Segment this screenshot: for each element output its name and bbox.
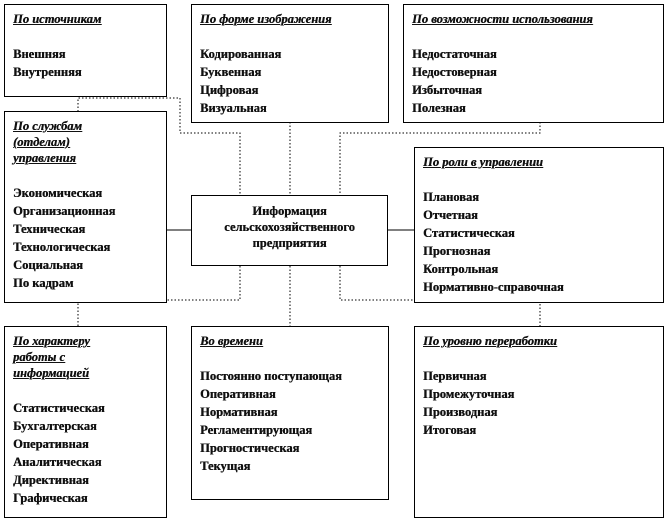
list-item: Нормативная bbox=[200, 405, 278, 419]
box-sources-title: По источникам bbox=[13, 12, 102, 26]
box-time-list bbox=[200, 367, 380, 475]
box-usability-list bbox=[412, 45, 655, 117]
box-time-title: Во времени bbox=[200, 334, 263, 348]
list-item: Цифровая bbox=[200, 83, 259, 97]
list-item: Плановая bbox=[423, 190, 479, 204]
list-item: Нормативно-справочная bbox=[423, 280, 564, 294]
list-item: Прогностическая bbox=[200, 441, 300, 455]
box-role bbox=[414, 147, 664, 303]
list-item: Регламентирующая bbox=[200, 423, 313, 437]
list-item: Экономическая bbox=[13, 186, 103, 200]
list-item: Визуальная bbox=[200, 101, 267, 115]
box-sources-list bbox=[13, 45, 158, 81]
center-title-line: Информация bbox=[252, 204, 327, 218]
center-title-line: сельскохозяйственного bbox=[224, 220, 355, 234]
list-item: Техническая bbox=[13, 222, 86, 236]
list-item: Текущая bbox=[200, 459, 251, 473]
box-services bbox=[4, 111, 167, 303]
box-processing bbox=[414, 326, 664, 518]
box-work bbox=[4, 326, 167, 518]
list-item: Итоговая bbox=[423, 423, 477, 437]
box-form-title: По форме изображения bbox=[200, 12, 332, 26]
box-role-list bbox=[423, 188, 655, 296]
list-item: Директивная bbox=[13, 473, 89, 487]
box-services-list bbox=[13, 184, 158, 292]
list-item: Прогнозная bbox=[423, 244, 491, 258]
box-work-title: По характеру работы с информацией bbox=[13, 334, 90, 380]
list-item: Недостаточная bbox=[412, 47, 497, 61]
list-item: Оперативная bbox=[200, 387, 276, 401]
list-item: Недостоверная bbox=[412, 65, 497, 79]
box-form bbox=[191, 4, 389, 123]
list-item: Технологическая bbox=[13, 240, 111, 254]
list-item: Промежуточная bbox=[423, 387, 515, 401]
box-work-list bbox=[13, 399, 158, 507]
list-item: Постоянно поступающая bbox=[200, 369, 342, 383]
list-item: Отчетная bbox=[423, 208, 478, 222]
box-role-title: По роли в управлении bbox=[423, 155, 543, 169]
box-processing-title: По уровню переработки bbox=[423, 334, 557, 348]
center-title-line: предприятия bbox=[252, 236, 327, 250]
list-item: Кодированная bbox=[200, 47, 282, 61]
list-item: Буквенная bbox=[200, 65, 262, 79]
box-form-list bbox=[200, 45, 380, 117]
list-item: Внешняя bbox=[13, 47, 66, 61]
list-item: Первичная bbox=[423, 369, 487, 383]
box-services-title: По службам (отделам) управления bbox=[13, 119, 82, 165]
list-item: Графическая bbox=[13, 491, 88, 505]
box-usability bbox=[403, 4, 664, 123]
list-item: Организационная bbox=[13, 204, 116, 218]
center-box bbox=[191, 195, 388, 266]
list-item: Статистическая bbox=[13, 401, 105, 415]
box-usability-title: По возможности использования bbox=[412, 12, 593, 26]
list-item: Производная bbox=[423, 405, 498, 419]
box-sources bbox=[4, 4, 167, 97]
list-item: Бухгалтерская bbox=[13, 419, 97, 433]
list-item: Статистическая bbox=[423, 226, 515, 240]
list-item: По кадрам bbox=[13, 276, 74, 290]
list-item: Контрольная bbox=[423, 262, 499, 276]
list-item: Избыточная bbox=[412, 83, 482, 97]
list-item: Оперативная bbox=[13, 437, 89, 451]
list-item: Внутренняя bbox=[13, 65, 82, 79]
box-processing-list bbox=[423, 367, 655, 439]
box-time bbox=[191, 326, 389, 500]
list-item: Полезная bbox=[412, 101, 466, 115]
list-item: Социальная bbox=[13, 258, 83, 272]
list-item: Аналитическая bbox=[13, 455, 102, 469]
